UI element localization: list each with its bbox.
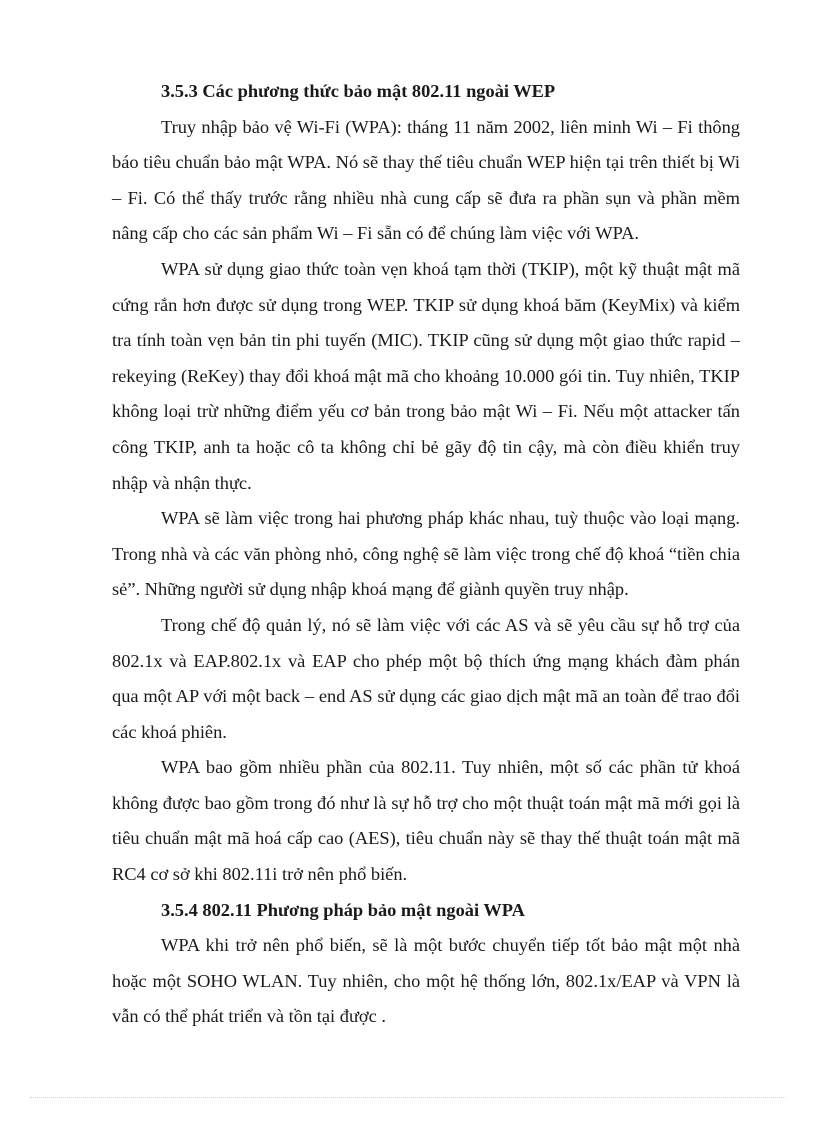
section-heading-3-5-3: 3.5.3 Các phương thức bảo mật 802.11 ngoài WEP [161, 81, 556, 101]
paragraph-beyond-wpa: WPA khi trở nên phổ biến, sẽ là một bước chuyển tiếp tốt bảo mật một nhà hoặc một SOHO WLAN. Tuy nhiên, cho một hệ thống lớn, 802.1x/EAP và VPN là vẫn có thể phát triển và tồn tại được . [112, 935, 740, 1027]
paragraph-tkip: WPA sử dụng giao thức toàn vẹn khoá tạm thời (TKIP), một kỹ thuật mật mã cứng rắn hơn được sử dụng trong WEP. TKIP sử dụng khoá băm (KeyMix) và kiểm tra tính toàn vẹn bản tin phi tuyến (MIC). TKIP cũng sử dụng một giao thức rapid – rekeying (ReKey) thay đổi khoá mật mã cho khoảng 10.000 gói tin. Tuy nhiên, TKIP không loại trừ những điểm yếu cơ bản trong bảo mật Wi – Fi. Nếu một attacker tấn công TKIP, anh ta hoặc cô ta không chỉ bẻ gãy độ tin cậy, mà còn điều khiển truy nhập và nhận thực. [112, 258, 740, 493]
paragraph-managed-mode: Trong chế độ quản lý, nó sẽ làm việc với các AS và sẽ yêu cầu sự hỗ trợ của 802.1x và EAP.802.1x và EAP cho phép một bộ thích ứng mạng khách đàm phán qua một AP với một back – end AS sử dụng các giao dịch mật mã an toàn để trao đổi các khoá phiên. [112, 614, 740, 742]
document-page [112, 74, 740, 1035]
page-bottom-divider [30, 1097, 786, 1098]
paragraph-wpa-modes: WPA sẽ làm việc trong hai phương pháp khác nhau, tuỳ thuộc vào loại mạng. Trong nhà và các văn phòng nhỏ, công nghệ sẽ làm việc trong chế độ khoá “tiền chia sẻ”. Những người sử dụng nhập khoá mạng để giành quyền truy nhập. [112, 508, 740, 600]
paragraph-aes: WPA bao gồm nhiều phần của 802.11. Tuy nhiên, một số các phần tử khoá không được bao gồm trong đó như là sự hỗ trợ cho một thuật toán mật mã mới gọi là tiêu chuẩn mật mã hoá cấp cao (AES), tiêu chuẩn này sẽ thay thế thuật toán mật mã RC4 cơ sở khi 802.11i trở nên phổ biến. [112, 757, 740, 885]
section-heading-3-5-4: 3.5.4 802.11 Phương pháp bảo mật ngoài WPA [161, 899, 525, 920]
paragraph-wpa-intro: Truy nhập bảo vệ Wi-Fi (WPA): tháng 11 năm 2002, liên minh Wi – Fi thông báo tiêu chuẩn bảo mật WPA. Nó sẽ thay thế tiêu chuẩn WEP hiện tại trên thiết bị Wi – Fi. Có thể thấy trước rằng nhiều nhà cung cấp sẽ đưa ra phần sụn và phần mềm nâng cấp cho các sản phẩm Wi – Fi sẵn có để chúng làm việc với WPA. [112, 116, 740, 244]
